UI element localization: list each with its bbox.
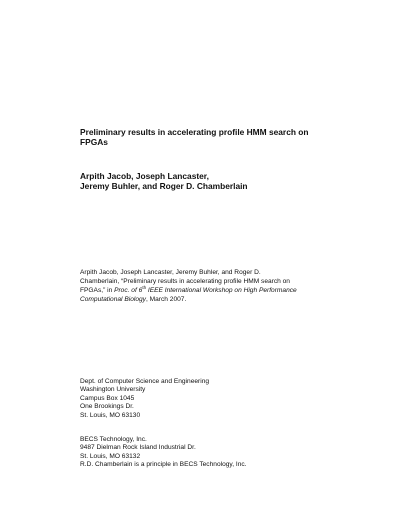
address-line: Dept. of Computer Science and Engineering: [80, 378, 210, 385]
author-list: [80, 171, 380, 191]
citation-venue: Computational Biology: [80, 295, 146, 303]
address-line: Campus Box 1045: [80, 394, 135, 402]
author-line: Arpith Jacob, Joseph Lancaster,: [80, 171, 209, 181]
address-line: St. Louis, MO 63132: [80, 452, 141, 460]
citation-prefix: FPGAs,” in: [80, 286, 115, 294]
address-line: St. Louis, MO 63130: [80, 411, 141, 419]
citation-line: Chamberlain, “Preliminary results in accelerating profile HMM search on: [80, 277, 290, 285]
citation-venue: IEEE International Workshop on High Performance: [146, 286, 297, 294]
citation-date: , March 2007.: [145, 295, 187, 303]
title-line: Preliminary results in accelerating profile HMM search on: [80, 127, 309, 137]
title-line: FPGAs: [80, 137, 108, 147]
address-line: BECS Technology, Inc.: [80, 436, 147, 443]
author-line: Jeremy Buhler, and Roger D. Chamberlain: [80, 181, 248, 191]
address-line: R.D. Chamberlain is a principle in BECS Technology, Inc.: [80, 461, 247, 469]
company-address: [80, 436, 380, 470]
citation-line: [80, 296, 340, 305]
citation-venue: Proc. of 6: [114, 286, 143, 294]
address-line: 9487 Dielman Rock Island Industrial Dr.: [80, 444, 196, 452]
citation-ordinal: th: [142, 284, 147, 290]
address-line: Washington University: [80, 386, 146, 394]
address-line: One Brookings Dr.: [80, 403, 134, 411]
paper-title: [80, 127, 380, 147]
citation-block: [80, 269, 340, 305]
citation-line: Arpith Jacob, Joseph Lancaster, Jeremy Buhler, and Roger D.: [80, 269, 261, 276]
department-address: [80, 378, 380, 420]
citation-line: [80, 284, 340, 296]
